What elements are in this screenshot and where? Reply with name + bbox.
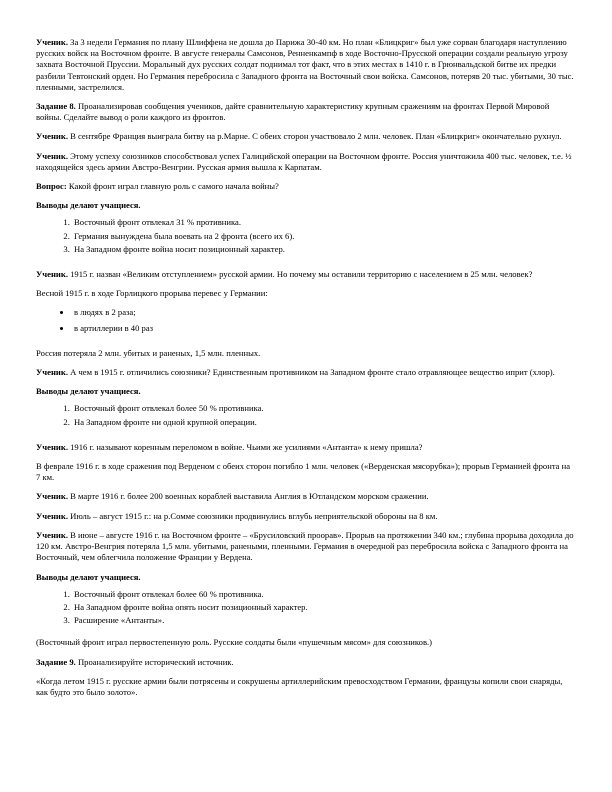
paragraph-text: Июль – август 1915 г.: на р.Сомме союзники продвинулись вглубь неприятельской обороны на 8 км. [67,510,438,521]
paragraph-student-1 [36,37,576,93]
bullet-item: • в артиллерии в 40 раз [72,323,576,334]
speaker-label: Ученик. [36,491,68,502]
paragraph-text: Этому успеху союзников способствовал успех Галицийской операции на Восточном фронте. Россия уничтожила 400 тыс. человек, т.е. ½ находящейся здесь армии Австро-Венгрии. Русская армия вышла к Карпатам. [36,150,572,172]
task-label: Задание 9. [36,656,76,667]
bullet-item: • в людях в 2 раза; [72,307,576,318]
list-item: 1. Восточный фронт отвлекал более 50 % противника. [72,403,576,414]
paragraph-verdun: В феврале 1916 г. в ходе сражения под Верденом с обеих сторон погибло 1 млн. человек («Верденская мясорубка»); прорыв Германией фронта на 7 км. [36,461,571,483]
paragraph-text: 1915 г. назван «Великим отступлением» русской армии. Но почему мы оставили территорию с населением в 25 млн. человек? [67,269,533,280]
paragraph-task-8 [36,101,576,123]
paragraph-text: В сентябре Франция выиграла битву на р.Марне. С обеих сторон участвовало 2 млн. человек. План «Блицкриг» окончательно рухнул. [67,131,562,142]
conclusions-heading-2: Выводы делают учащиеся. [36,386,141,397]
list-item: 2. На Западном фронте война опять носит позиционный характер. [72,602,576,613]
advantage-bullet-list [36,307,576,333]
paragraph-text: В марте 1916 г. более 200 военных кораблей выставила Англия в Ютландском морском сражении. [67,491,429,502]
paragraph-student-6 [36,442,576,453]
speaker-label: Ученик. [36,510,68,521]
list-item: 3. На Западном фронте война носит позиционный характер. [72,244,576,255]
paragraph-text: Проанализируйте исторический источник. [75,656,234,667]
list-item: 3. Расширение «Антанты». [72,615,576,626]
paragraph-student-7 [36,491,576,502]
paragraph-text: За 3 недели Германия по плану Шлиффена не дошла до Парижа 30-40 км. Но план «Блицкриг» был уже сорван благодаря наступлению русских войск на Восточном фронте. В августе генералы Самсонов, Ренненкампф в ходе Восточно-Прусской операции создали реальную угрозу захвата Восточной Пруссии. Моральный дух русских солдат поднимал тот факт, что в этих местах в 1410 г. в Грюнвальдской битве их предки разбили Тевтонский орден. Но Германия перебросила с Западного фронта на Восточный свои войска. Самсонов, потеряв 20 тыс. убитыми, 30 тыс. пленными, застрелился. [36,37,574,92]
list-item: 1. Восточный фронт отвлекал 31 % противника. [72,217,576,228]
conclusions-list-1 [36,217,576,255]
speaker-label: Ученик. [36,37,68,47]
speaker-label: Ученик. [36,367,68,378]
conclusions-heading-3: Выводы делают учащиеся. [36,571,141,582]
paragraph-question [36,181,576,192]
paragraph-student-2 [36,131,576,142]
list-item: 2. На Западном фронте ни одной крупной операции. [72,417,576,428]
paragraph-summary: (Восточный фронт играл первостепенную роль. Русские солдаты были «пушечным мясом» для союзников.) [36,637,433,648]
speaker-label: Ученик. [36,441,68,452]
paragraph-student-5 [36,367,576,378]
task-label: Задание 8. [36,101,76,112]
list-item: 1. Восточный фронт отвлекал более 60 % противника. [72,589,576,600]
paragraph-gorlice: Весной 1915 г. в ходе Горлицкого прорыва перевес у Германии: [36,288,268,299]
paragraph-text: А чем в 1915 г. отличились союзники? Единственным противником на Западном фронте стало отравляющее вещество иприт (хлор). [67,367,555,378]
list-item: 2. Германия вынуждена была воевать на 2 фронта (всего их 6). [72,231,576,242]
conclusions-list-3 [36,589,576,627]
speaker-label: Ученик. [36,150,68,161]
paragraph-student-3 [36,151,576,173]
speaker-label: Ученик. [36,269,68,280]
conclusions-list-2 [36,403,576,427]
document-page [36,37,576,706]
paragraph-student-4 [36,269,576,280]
paragraph-student-8 [36,511,576,522]
paragraph-text: В июне – августе 1916 г. на Восточном фронте – «Брусиловский проорав». Прорыв на протяжении 340 км.; глубина прорыва доходила до 120 км. Австро-Венгрия потеряла 1,5 млн. убитыми, ранеными, пленными. Германия в очередной раз перебросила войска с Западного фронта на Восточный, чем облегчила положение Франции у Вердена. [36,529,574,563]
conclusions-heading-1: Выводы делают учащиеся. [36,200,141,211]
speaker-label: Ученик. [36,131,68,142]
historical-quote: «Когда летом 1915 г. русские армии были потрясены и сокрушены артиллерийским превосходством Германии, французы копили свои снаряды, как будто это было золото». [36,675,563,697]
paragraph-task-9 [36,657,576,668]
speaker-label: Ученик. [36,529,68,540]
paragraph-student-9 [36,530,576,564]
paragraph-losses: Россия потеряла 2 млн. убитых и раненых, 1,5 млн. пленных. [36,347,261,358]
paragraph-text: Какой фронт играл главную роль с самого начала войны? [66,181,279,192]
paragraph-text: 1916 г. называют коренным переломом в войне. Чьими же усилиями «Антанта» к нему пришла? [67,441,423,452]
paragraph-text: Проанализировав сообщения учеников, дайте сравнительную характеристику крупным сражениям на фронтах Первой Мировой войны. Сделайте вывод о роли каждого из фронтов. [36,101,550,123]
question-label: Вопрос: [36,181,67,192]
